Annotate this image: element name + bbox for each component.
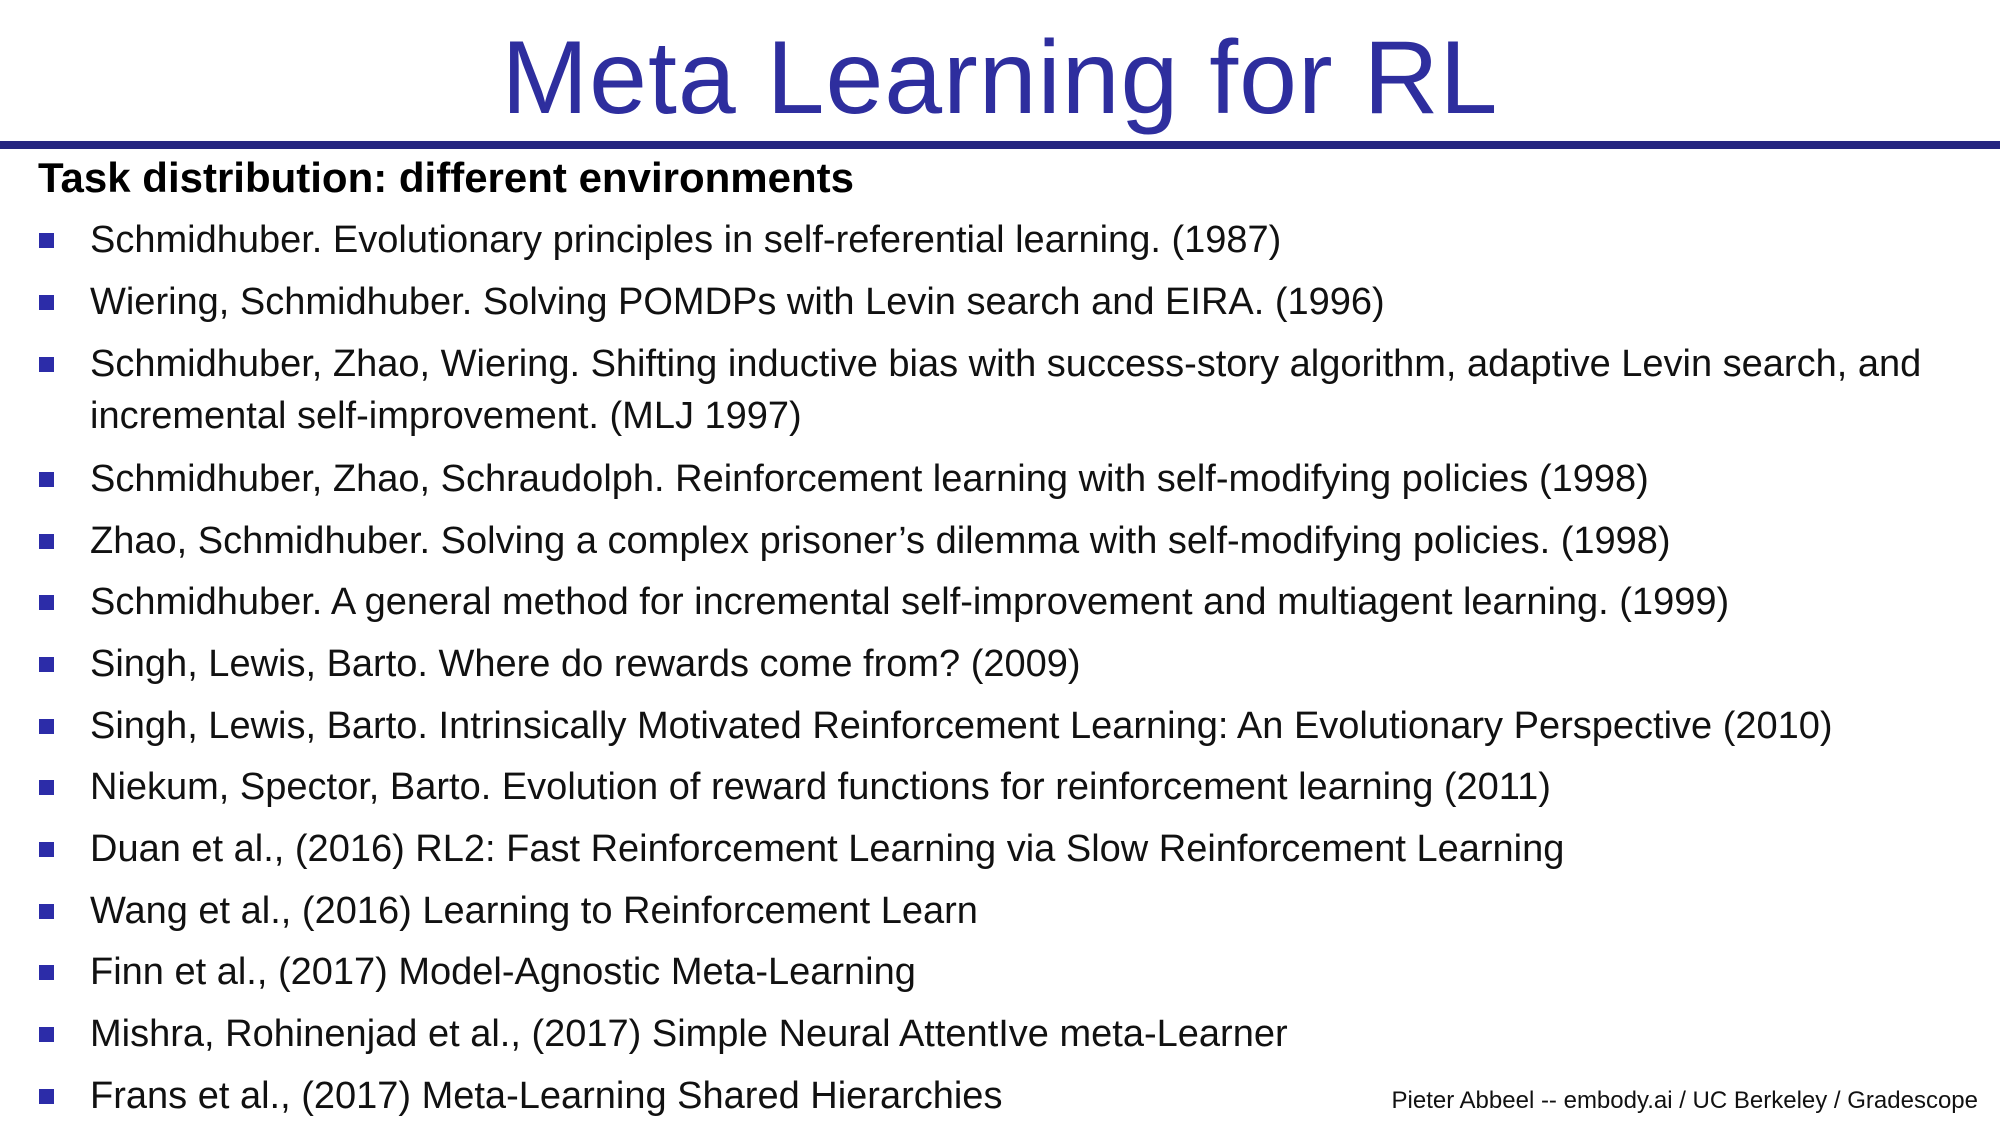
list-item-text: Finn et al., (2017) Model-Agnostic Meta-Learning xyxy=(90,951,916,993)
list-item-text: Schmidhuber. A general method for incremental self-improvement and multiagent learning. (1999) xyxy=(90,581,1730,623)
square-bullet-icon xyxy=(39,657,54,672)
square-bullet-icon xyxy=(39,904,54,919)
square-bullet-icon xyxy=(39,965,54,980)
list-item-text: Mishra, Rohinenjad et al., (2017) Simple Neural AttentIve meta-Learner xyxy=(90,1013,1288,1055)
square-bullet-icon xyxy=(39,534,54,549)
list-item-text: Singh, Lewis, Barto. Intrinsically Motivated Reinforcement Learning: An Evolutionary Perspective (2010) xyxy=(90,705,1833,747)
slide-footer: Pieter Abbeel -- embody.ai / UC Berkeley / Gradescope xyxy=(1391,1087,1978,1114)
list-item-text: Schmidhuber. Evolutionary principles in self-referential learning. (1987) xyxy=(90,219,1282,261)
square-bullet-icon xyxy=(39,357,54,372)
square-bullet-icon xyxy=(39,233,54,248)
list-item-text: Niekum, Spector, Barto. Evolution of reward functions for reinforcement learning (2011) xyxy=(90,766,1551,808)
square-bullet-icon xyxy=(39,472,54,487)
square-bullet-icon xyxy=(39,719,54,734)
title-divider xyxy=(0,141,2000,149)
square-bullet-icon xyxy=(39,842,54,857)
slide-subtitle: Task distribution: different environments xyxy=(38,154,854,201)
list-item-text: Duan et al., (2016) RL2: Fast Reinforcement Learning via Slow Reinforcement Learning xyxy=(90,828,1565,870)
list-item-text: Wiering, Schmidhuber. Solving POMDPs with Levin search and EIRA. (1996) xyxy=(90,281,1385,323)
square-bullet-icon xyxy=(39,780,54,795)
list-item-text: Singh, Lewis, Barto. Where do rewards come from? (2009) xyxy=(90,643,1081,685)
square-bullet-icon xyxy=(39,1089,54,1104)
list-item-text: Schmidhuber, Zhao, Wiering. Shifting inductive bias with success-story algorithm, adaptive Levin search, and incremental self-improvement. (MLJ 1997) xyxy=(90,343,1922,437)
list-item-text: Wang et al., (2016) Learning to Reinforcement Learn xyxy=(90,890,978,932)
slide-title: Meta Learning for RL xyxy=(501,20,1499,136)
list-item-text: Frans et al., (2017) Meta-Learning Shared Hierarchies xyxy=(90,1075,1003,1117)
list-item-text: Zhao, Schmidhuber. Solving a complex prisoner’s dilemma with self-modifying policies. (1998) xyxy=(90,520,1671,562)
square-bullet-icon xyxy=(39,295,54,310)
list-item-text: Schmidhuber, Zhao, Schraudolph. Reinforcement learning with self-modifying policies (1998) xyxy=(90,458,1649,500)
square-bullet-icon xyxy=(39,1027,54,1042)
square-bullet-icon xyxy=(39,595,54,610)
